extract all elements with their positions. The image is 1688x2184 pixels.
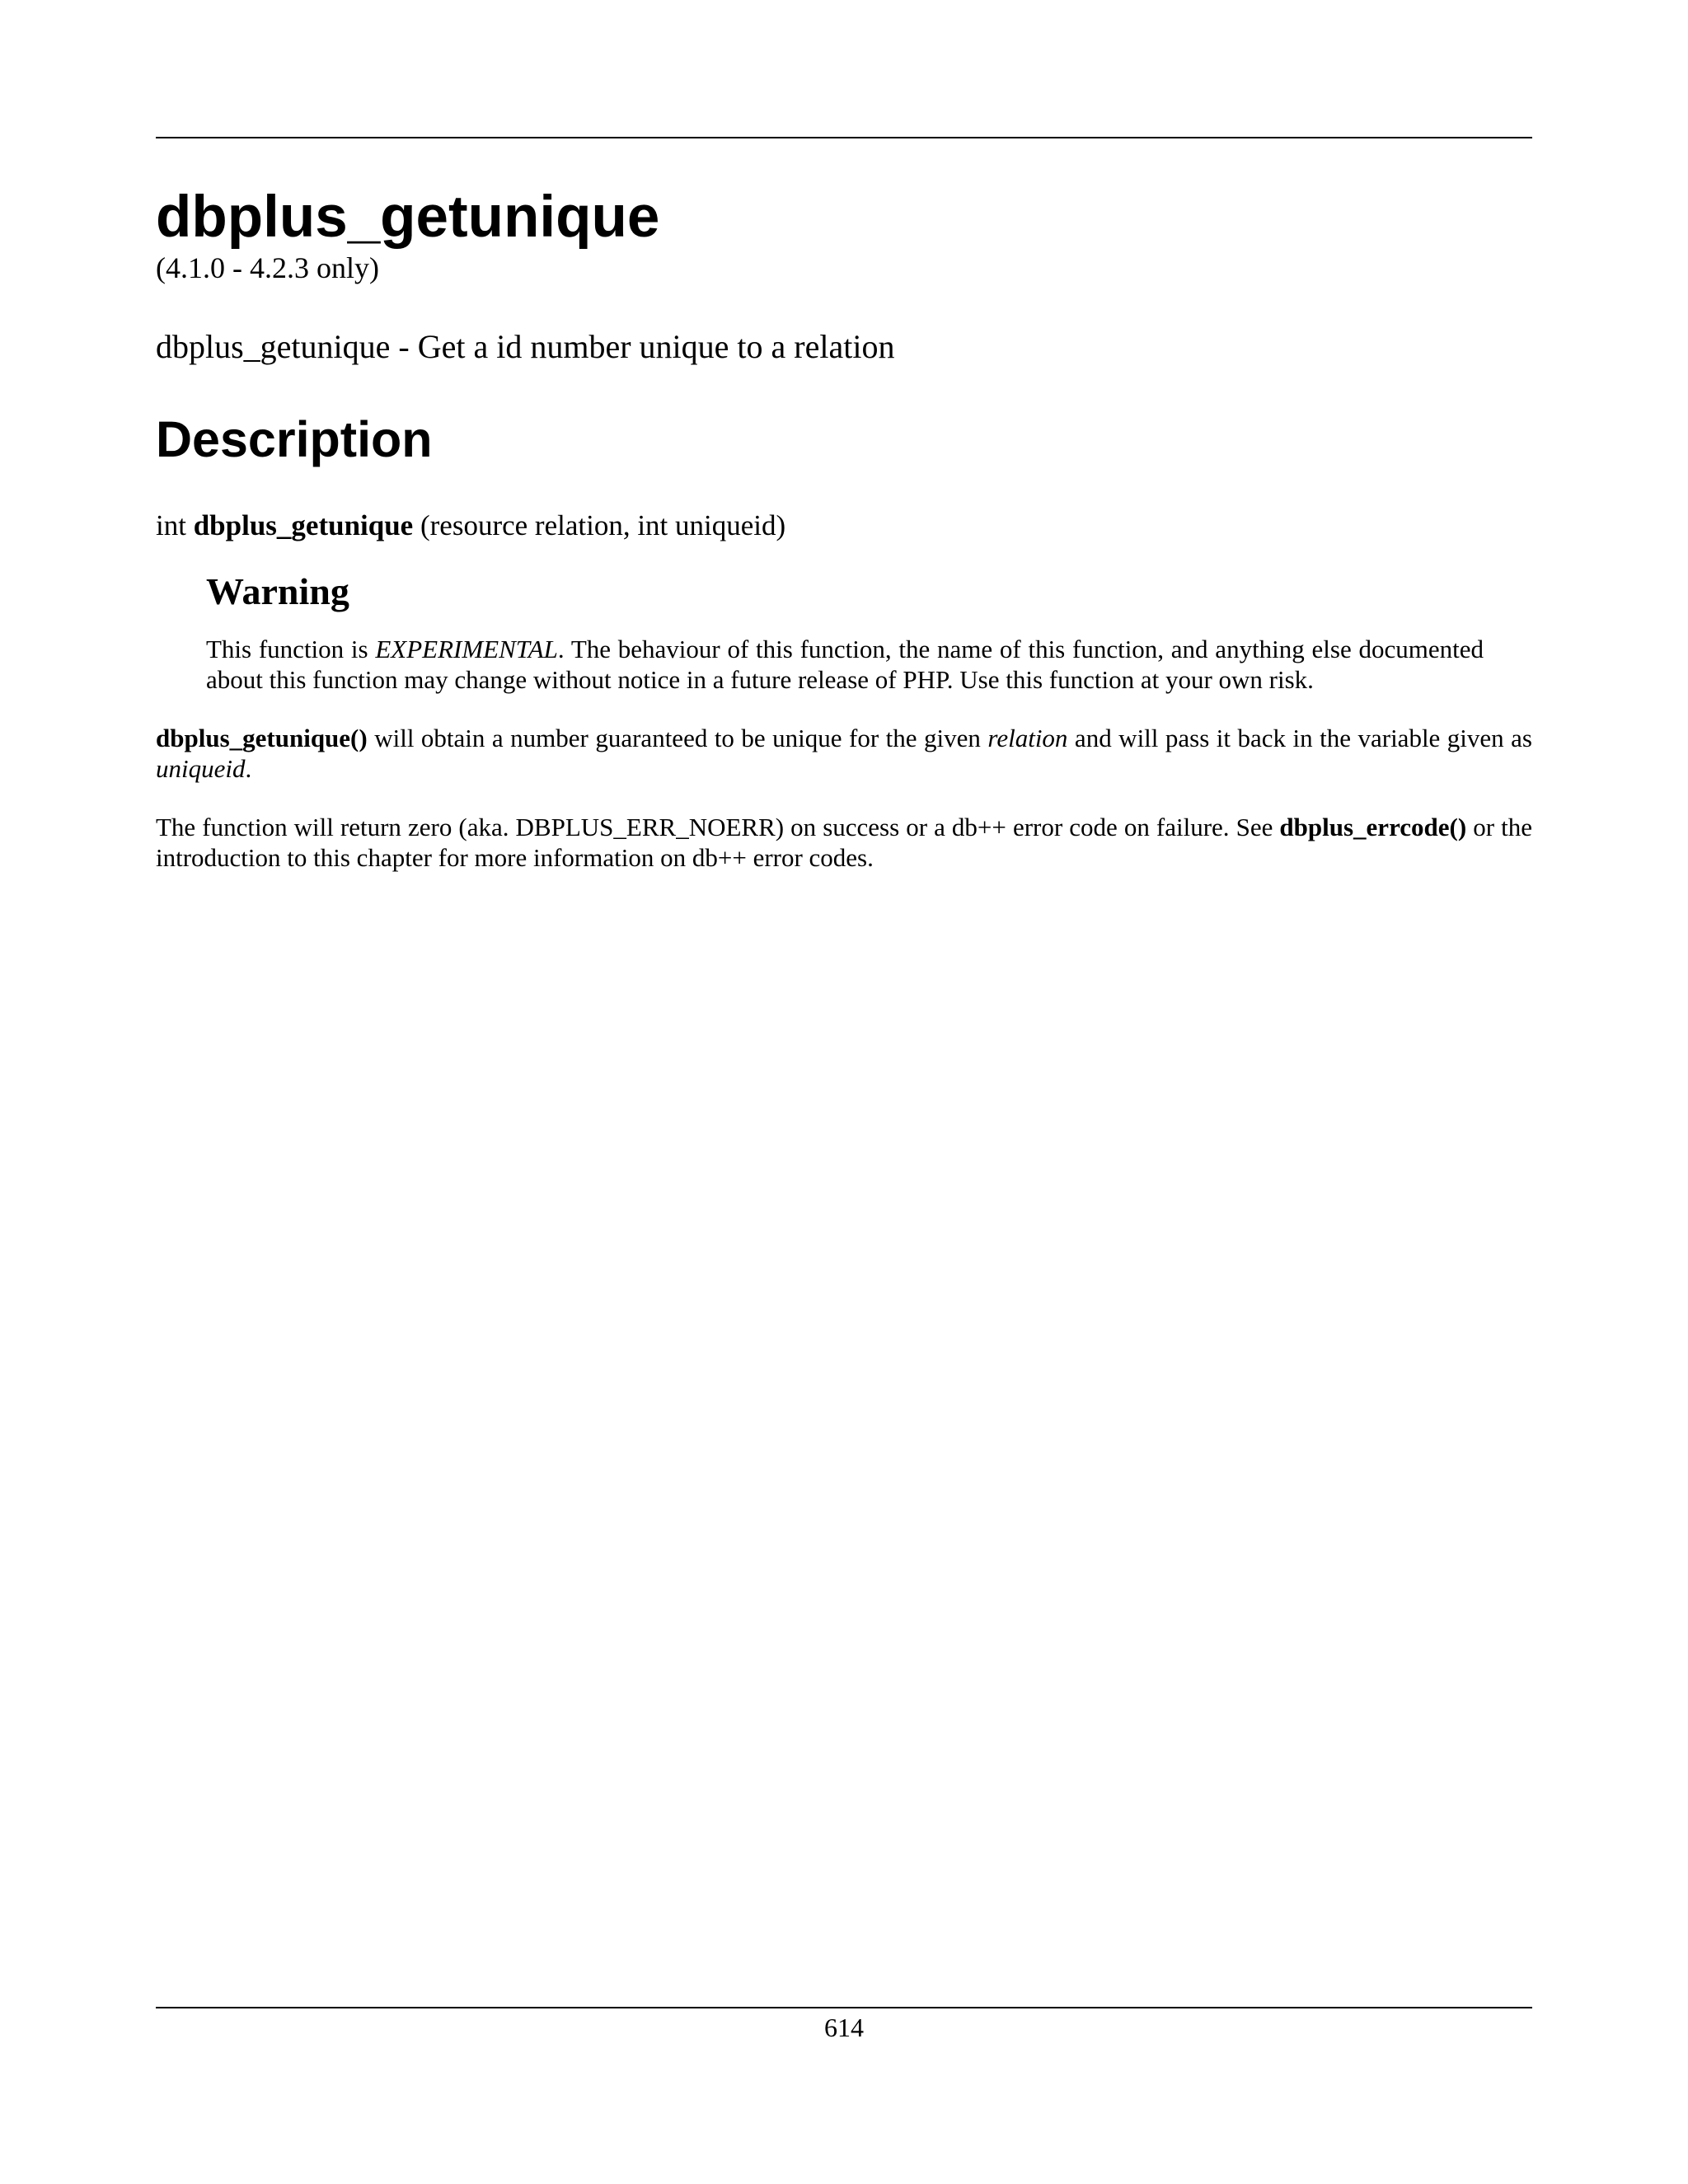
paragraph-2-text-1: The function will return zero (aka. DBPLUS_ERR_NOERR) on success or a db++ error code on failure. See	[156, 813, 1280, 841]
synopsis-params: (resource relation, int uniqueid)	[420, 509, 786, 541]
paragraph-1-text-3: .	[245, 754, 252, 783]
function-synopsis	[156, 511, 1532, 540]
warning-text-after: . The behaviour of this function, the name of this function, and anything else documented about this function may change without notice in a future release of PHP. Use this function at your own risk.	[206, 635, 1484, 694]
page-content	[156, 185, 1532, 873]
footer-rule	[156, 2007, 1532, 2008]
warning-text-before: This function is	[206, 635, 376, 663]
description-heading: Description	[156, 411, 433, 467]
paragraph-1-text-1: will obtain a number guaranteed to be unique for the given	[367, 724, 988, 752]
warning-text	[206, 634, 1484, 695]
param-relation: relation	[987, 724, 1068, 752]
warning-title: Warning	[206, 570, 349, 612]
warning-emphasis: EXPERIMENTAL	[375, 635, 558, 663]
synopsis-function-name: dbplus_getunique	[193, 509, 414, 541]
paragraph-1-text-2: and will pass it back in the variable given as	[1067, 724, 1532, 752]
function-title: dbplus_getunique	[156, 185, 660, 250]
paragraph-2-text-2: or the introduction to this chapter for more information on db++ error codes.	[156, 813, 1532, 872]
warning-box	[206, 570, 1484, 695]
page-number: 614	[824, 2013, 864, 2042]
description-paragraph-1	[156, 723, 1532, 784]
function-reference: dbplus_getunique()	[156, 724, 368, 752]
header-rule	[156, 137, 1532, 138]
param-uniqueid: uniqueid	[156, 754, 246, 783]
function-purpose: dbplus_getunique - Get a id number unique to a relation	[156, 328, 895, 365]
description-paragraph-2	[156, 812, 1532, 873]
version-info: (4.1.0 - 4.2.3 only)	[156, 251, 379, 284]
errcode-function-link[interactable]: dbplus_errcode()	[1279, 813, 1467, 841]
synopsis-return-type: int	[156, 509, 186, 541]
